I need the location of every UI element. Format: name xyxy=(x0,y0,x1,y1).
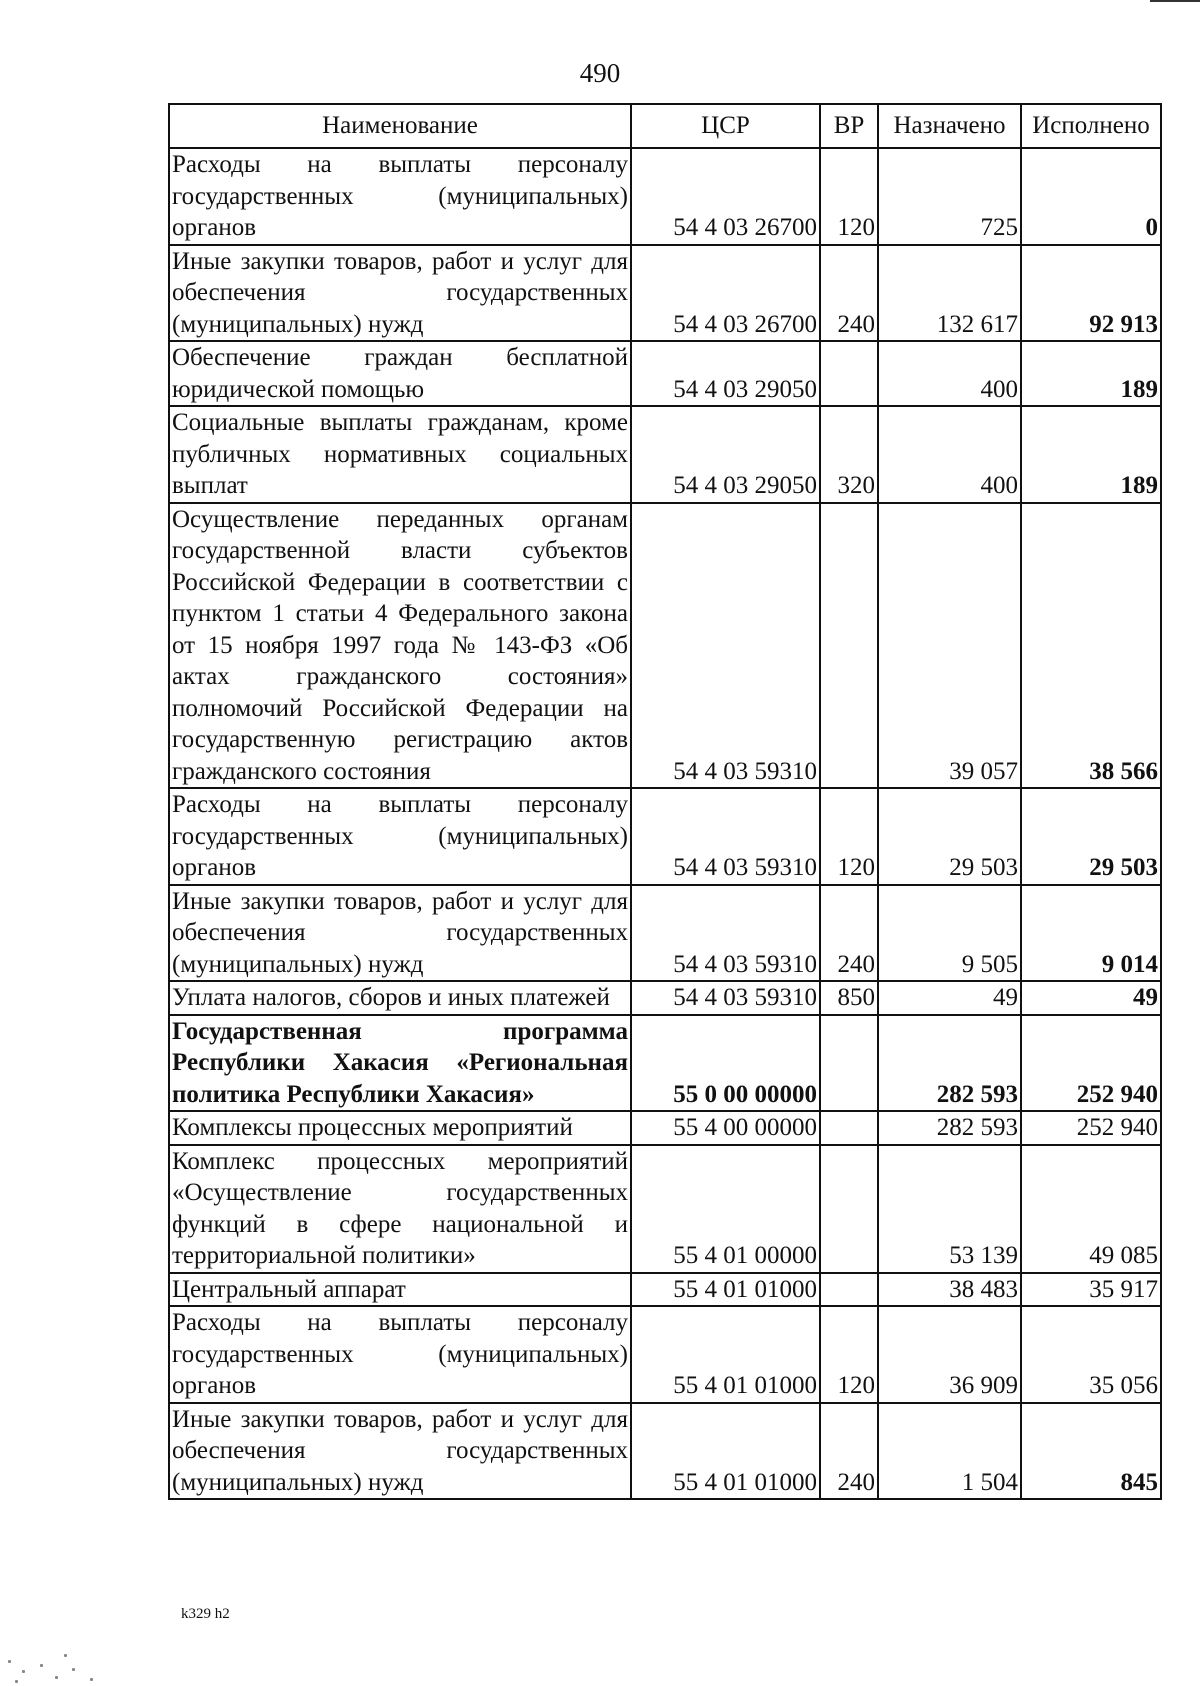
table-row xyxy=(169,245,1161,342)
table-row xyxy=(169,981,1161,1015)
row-csr: 54 4 03 29050 xyxy=(631,406,820,503)
row-vr xyxy=(820,341,878,406)
table-row xyxy=(169,406,1161,503)
row-executed: 35 056 xyxy=(1021,1306,1161,1403)
row-csr: 55 4 01 01000 xyxy=(631,1273,820,1307)
scan-speck xyxy=(40,1664,43,1667)
header-name: Наименование xyxy=(169,104,631,148)
scan-speck xyxy=(55,1676,58,1679)
row-executed: 189 xyxy=(1021,341,1161,406)
row-vr: 240 xyxy=(820,245,878,342)
row-csr: 55 4 01 01000 xyxy=(631,1306,820,1403)
table-row xyxy=(169,1273,1161,1307)
row-vr xyxy=(820,1015,878,1112)
row-name: Комплекс процессных мероприятий «Осуществление государственных функций в сфере национальной и территориальной политики» xyxy=(169,1145,631,1273)
row-name: Иные закупки товаров, работ и услуг для обеспечения государственных (муниципальных) нужд xyxy=(169,1403,631,1500)
table-row xyxy=(169,1111,1161,1145)
row-csr: 54 4 03 59310 xyxy=(631,981,820,1015)
row-csr: 54 4 03 26700 xyxy=(631,148,820,245)
row-executed: 252 940 xyxy=(1021,1015,1161,1112)
row-assigned: 53 139 xyxy=(878,1145,1021,1273)
header-executed: Исполнено xyxy=(1021,104,1161,148)
row-assigned: 9 505 xyxy=(878,885,1021,982)
row-vr xyxy=(820,1111,878,1145)
row-name: Осуществление переданных органам государственной власти субъектов Российской Федерации в соответствии с пунктом 1 статьи 4 Федерального закона от 15 ноября 1997 года № 143-ФЗ «Об актах гражданского состояния» полномочий Российской Федерации на государственную регистрацию актов гражданского состояния xyxy=(169,503,631,789)
scan-speck xyxy=(64,1654,67,1657)
row-vr: 120 xyxy=(820,1306,878,1403)
row-csr: 54 4 03 59310 xyxy=(631,503,820,789)
row-csr: 55 4 01 00000 xyxy=(631,1145,820,1273)
row-executed: 189 xyxy=(1021,406,1161,503)
table-row-program xyxy=(169,1015,1161,1112)
footer-code: k329 h2 xyxy=(181,1606,230,1622)
row-assigned: 400 xyxy=(878,406,1021,503)
row-assigned: 49 xyxy=(878,981,1021,1015)
row-vr xyxy=(820,1145,878,1273)
row-executed: 49 xyxy=(1021,981,1161,1015)
row-name: Расходы на выплаты персоналу государственных (муниципальных) органов xyxy=(169,148,631,245)
table-row xyxy=(169,1403,1161,1500)
table-row xyxy=(169,885,1161,982)
row-vr: 240 xyxy=(820,885,878,982)
row-executed: 0 xyxy=(1021,148,1161,245)
row-assigned: 725 xyxy=(878,148,1021,245)
header-vr: ВР xyxy=(820,104,878,148)
row-executed: 38 566 xyxy=(1021,503,1161,789)
row-executed: 35 917 xyxy=(1021,1273,1161,1307)
scan-speck xyxy=(22,1670,25,1673)
row-name: Социальные выплаты гражданам, кроме публичных нормативных социальных выплат xyxy=(169,406,631,503)
row-executed: 29 503 xyxy=(1021,788,1161,885)
row-name: Комплексы процессных мероприятий xyxy=(169,1111,631,1145)
row-vr xyxy=(820,1273,878,1307)
table-row xyxy=(169,1306,1161,1403)
scan-speck xyxy=(8,1660,11,1663)
row-name: Расходы на выплаты персоналу государственных (муниципальных) органов xyxy=(169,788,631,885)
row-csr: 54 4 03 26700 xyxy=(631,245,820,342)
row-executed: 9 014 xyxy=(1021,885,1161,982)
page-number: 490 xyxy=(579,58,621,88)
row-vr: 850 xyxy=(820,981,878,1015)
row-assigned: 1 504 xyxy=(878,1403,1021,1500)
scan-speck xyxy=(72,1668,75,1671)
scan-top-rule xyxy=(1150,0,1200,2)
row-assigned: 282 593 xyxy=(878,1111,1021,1145)
table-row xyxy=(169,148,1161,245)
scan-speck xyxy=(15,1680,18,1683)
header-csr: ЦСР xyxy=(631,104,820,148)
row-csr: 55 4 01 01000 xyxy=(631,1403,820,1500)
row-name: Расходы на выплаты персоналу государственных (муниципальных) органов xyxy=(169,1306,631,1403)
row-vr: 320 xyxy=(820,406,878,503)
row-assigned: 39 057 xyxy=(878,503,1021,789)
row-name: Центральный аппарат xyxy=(169,1273,631,1307)
table-row xyxy=(169,341,1161,406)
scan-speck xyxy=(90,1678,93,1681)
row-executed: 845 xyxy=(1021,1403,1161,1500)
row-vr: 240 xyxy=(820,1403,878,1500)
row-csr: 54 4 03 59310 xyxy=(631,788,820,885)
row-csr: 55 0 00 00000 xyxy=(631,1015,820,1112)
row-executed: 92 913 xyxy=(1021,245,1161,342)
row-assigned: 38 483 xyxy=(878,1273,1021,1307)
scan-noise xyxy=(0,1640,120,1686)
header-assigned: Назначено xyxy=(878,104,1021,148)
row-name: Уплата налогов, сборов и иных платежей xyxy=(169,981,631,1015)
row-vr: 120 xyxy=(820,788,878,885)
row-executed: 252 940 xyxy=(1021,1111,1161,1145)
row-assigned: 132 617 xyxy=(878,245,1021,342)
table-row xyxy=(169,1145,1161,1273)
budget-table xyxy=(168,103,1162,1500)
table-row xyxy=(169,503,1161,789)
row-csr: 54 4 03 29050 xyxy=(631,341,820,406)
row-assigned: 36 909 xyxy=(878,1306,1021,1403)
row-executed: 49 085 xyxy=(1021,1145,1161,1273)
row-vr xyxy=(820,503,878,789)
row-assigned: 29 503 xyxy=(878,788,1021,885)
row-assigned: 282 593 xyxy=(878,1015,1021,1112)
row-name: Иные закупки товаров, работ и услуг для обеспечения государственных (муниципальных) нужд xyxy=(169,885,631,982)
row-vr: 120 xyxy=(820,148,878,245)
table-row xyxy=(169,788,1161,885)
row-name: Обеспечение граждан бесплатной юридической помощью xyxy=(169,341,631,406)
table-header-row xyxy=(169,104,1161,148)
row-csr: 54 4 03 59310 xyxy=(631,885,820,982)
row-assigned: 400 xyxy=(878,341,1021,406)
row-csr: 55 4 00 00000 xyxy=(631,1111,820,1145)
row-name: Государственная программа Республики Хакасия «Региональная политика Республики Хакасия» xyxy=(169,1015,631,1112)
row-name: Иные закупки товаров, работ и услуг для обеспечения государственных (муниципальных) нужд xyxy=(169,245,631,342)
